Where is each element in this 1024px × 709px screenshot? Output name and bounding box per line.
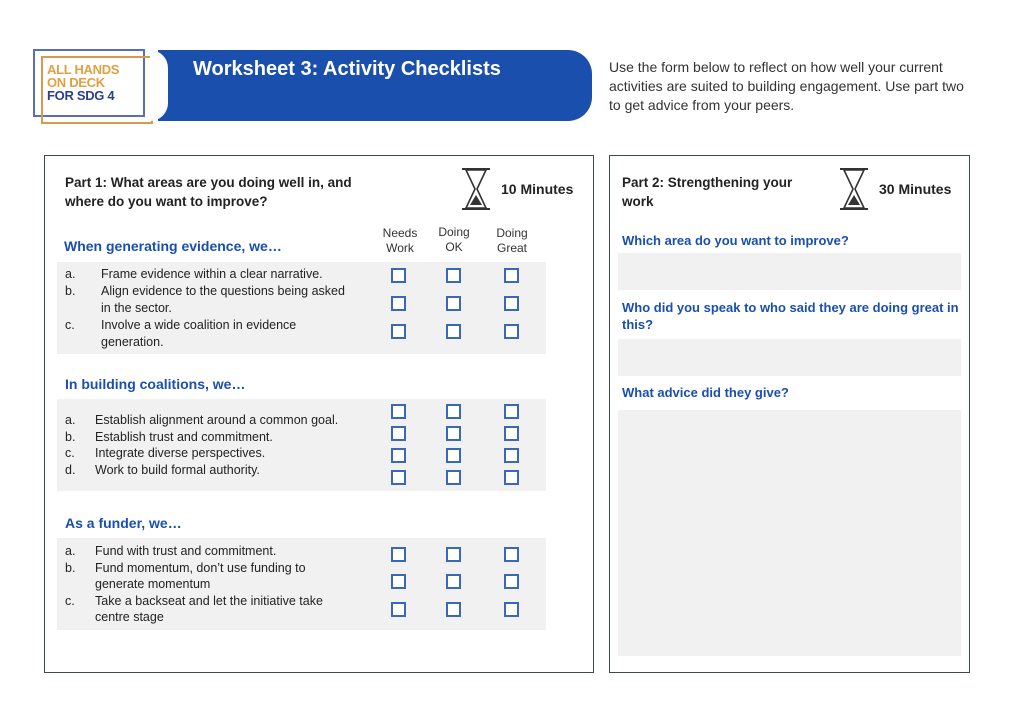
hourglass-icon <box>460 167 492 211</box>
intro-text: Use the form below to reflect on how well your current activities are suited to building engagement. Use part two to get advice from your peers. <box>609 59 964 113</box>
item-text: Establish trust and commitment. <box>95 429 273 444</box>
checkbox-coalition-c-needs-work[interactable] <box>391 448 406 463</box>
checkbox-funder-b-needs-work[interactable] <box>391 574 406 589</box>
item-label: b. <box>65 560 76 575</box>
question-advice-given: What advice did they give? <box>622 385 789 400</box>
checkbox-funder-a-needs-work[interactable] <box>391 547 406 562</box>
logo-line-2: ON DECK <box>47 75 105 90</box>
part2-title-line-1: Part 2: Strengthening your <box>622 175 793 190</box>
logo-text <box>47 63 143 102</box>
checkbox-coalition-d-needs-work[interactable] <box>391 470 406 485</box>
checkbox-funder-c-needs-work[interactable] <box>391 602 406 617</box>
checkbox-coalition-a-doing-great[interactable] <box>504 404 519 419</box>
section-heading-evidence: When generating evidence, we… <box>64 238 282 254</box>
item-label: d. <box>65 462 76 477</box>
checkbox-evidence-b-needs-work[interactable] <box>391 296 406 311</box>
checkbox-coalition-b-needs-work[interactable] <box>391 426 406 441</box>
part1-panel <box>44 155 594 673</box>
item-label: a. <box>65 544 76 558</box>
col-needs-work-line-2: Work <box>386 241 414 255</box>
item-text: Fund with trust and commitment. <box>95 544 277 558</box>
item-text: Align evidence to the questions being asked <box>101 284 345 298</box>
col-doing-ok-line-1: Doing <box>438 225 470 239</box>
checkbox-evidence-b-doing-ok[interactable] <box>446 296 461 311</box>
checkbox-evidence-c-needs-work[interactable] <box>391 324 406 339</box>
section-heading-coalitions: In building coalitions, we… <box>65 376 246 392</box>
item-label: a. <box>65 267 76 281</box>
checkbox-coalition-a-doing-ok[interactable] <box>446 404 461 419</box>
checkbox-funder-a-doing-great[interactable] <box>504 547 519 562</box>
hourglass-icon <box>838 167 870 211</box>
part2-minutes: 30 Minutes <box>879 181 952 197</box>
part1-minutes: 10 Minutes <box>501 181 574 197</box>
checkbox-evidence-c-doing-great[interactable] <box>504 324 519 339</box>
col-doing-great-line-1: Doing <box>496 226 528 240</box>
col-doing-ok <box>429 225 479 255</box>
item-text: Involve a wide coalition in evidence <box>101 318 297 332</box>
item-label: c. <box>65 446 75 460</box>
question-who-spoke-to <box>622 299 962 333</box>
logo <box>33 49 151 121</box>
col-doing-great <box>487 226 537 256</box>
checkbox-evidence-a-needs-work[interactable] <box>391 268 406 283</box>
item-text: centre stage <box>95 610 164 624</box>
item-label: c. <box>65 318 75 332</box>
part1-title-line-1: Part 1: What areas are you doing well in, and <box>65 175 352 190</box>
checkbox-coalition-d-doing-great[interactable] <box>504 470 519 485</box>
page-title: Worksheet 3: Activity Checklists <box>193 58 501 80</box>
question-who-spoke-to-line-2: this? <box>622 317 654 332</box>
checkbox-evidence-c-doing-ok[interactable] <box>446 324 461 339</box>
item-label: b. <box>65 429 76 444</box>
part2-title <box>622 173 792 211</box>
checkbox-coalition-c-doing-ok[interactable] <box>446 448 461 463</box>
part1-title <box>65 173 352 211</box>
checkbox-coalition-b-doing-ok[interactable] <box>446 426 461 441</box>
col-doing-great-line-2: Great <box>496 241 527 255</box>
list-item <box>65 543 365 628</box>
item-text: Take a backseat and let the initiative take <box>95 593 323 608</box>
item-label: c. <box>65 593 75 608</box>
checkbox-evidence-a-doing-ok[interactable] <box>446 268 461 283</box>
logo-line-3: FOR SDG 4 <box>47 88 115 103</box>
list-item <box>65 266 365 351</box>
part1-title-line-2: where do you want to improve? <box>65 194 268 209</box>
item-text: Establish alignment around a common goal. <box>95 413 339 427</box>
banner-notch <box>150 50 168 121</box>
section-heading-funder: As a funder, we… <box>65 515 182 531</box>
item-text: Work to build formal authority. <box>95 462 260 477</box>
item-label: a. <box>65 413 76 427</box>
col-doing-ok-line-2: OK <box>445 240 463 254</box>
answer-advice-given[interactable] <box>618 410 961 656</box>
item-text: Frame evidence within a clear narrative. <box>101 267 323 281</box>
col-needs-work-line-1: Needs <box>382 226 418 240</box>
answer-who-spoke-to[interactable] <box>618 339 961 376</box>
item-text: Fund momentum, don’t use funding to <box>95 560 306 575</box>
checkbox-coalition-d-doing-ok[interactable] <box>446 470 461 485</box>
checkbox-funder-b-doing-ok[interactable] <box>446 574 461 589</box>
question-who-spoke-to-line-1: Who did you speak to who said they are doing great in <box>622 300 959 315</box>
checkbox-evidence-b-doing-great[interactable] <box>504 296 519 311</box>
checkbox-funder-c-doing-ok[interactable] <box>446 602 461 617</box>
question-area-to-improve: Which area do you want to improve? <box>622 233 849 248</box>
checkbox-funder-a-doing-ok[interactable] <box>446 547 461 562</box>
checkbox-coalition-a-needs-work[interactable] <box>391 404 406 419</box>
checkbox-funder-c-doing-great[interactable] <box>504 602 519 617</box>
part2-panel <box>609 155 970 673</box>
col-needs-work <box>375 226 425 256</box>
checkbox-funder-b-doing-great[interactable] <box>504 574 519 589</box>
checkbox-coalition-c-doing-great[interactable] <box>504 448 519 463</box>
checkbox-coalition-b-doing-great[interactable] <box>504 426 519 441</box>
item-text: generation. <box>101 335 164 349</box>
item-text: generate momentum <box>95 577 211 591</box>
checkbox-evidence-a-doing-great[interactable] <box>504 268 519 283</box>
answer-area-to-improve[interactable] <box>618 253 961 290</box>
item-text: Integrate diverse perspectives. <box>95 446 266 460</box>
item-label: b. <box>65 284 76 298</box>
item-text: in the sector. <box>101 301 172 315</box>
list-item <box>65 412 365 482</box>
logo-line-1: ALL HANDS <box>47 62 120 77</box>
part2-title-line-2: work <box>622 194 654 209</box>
